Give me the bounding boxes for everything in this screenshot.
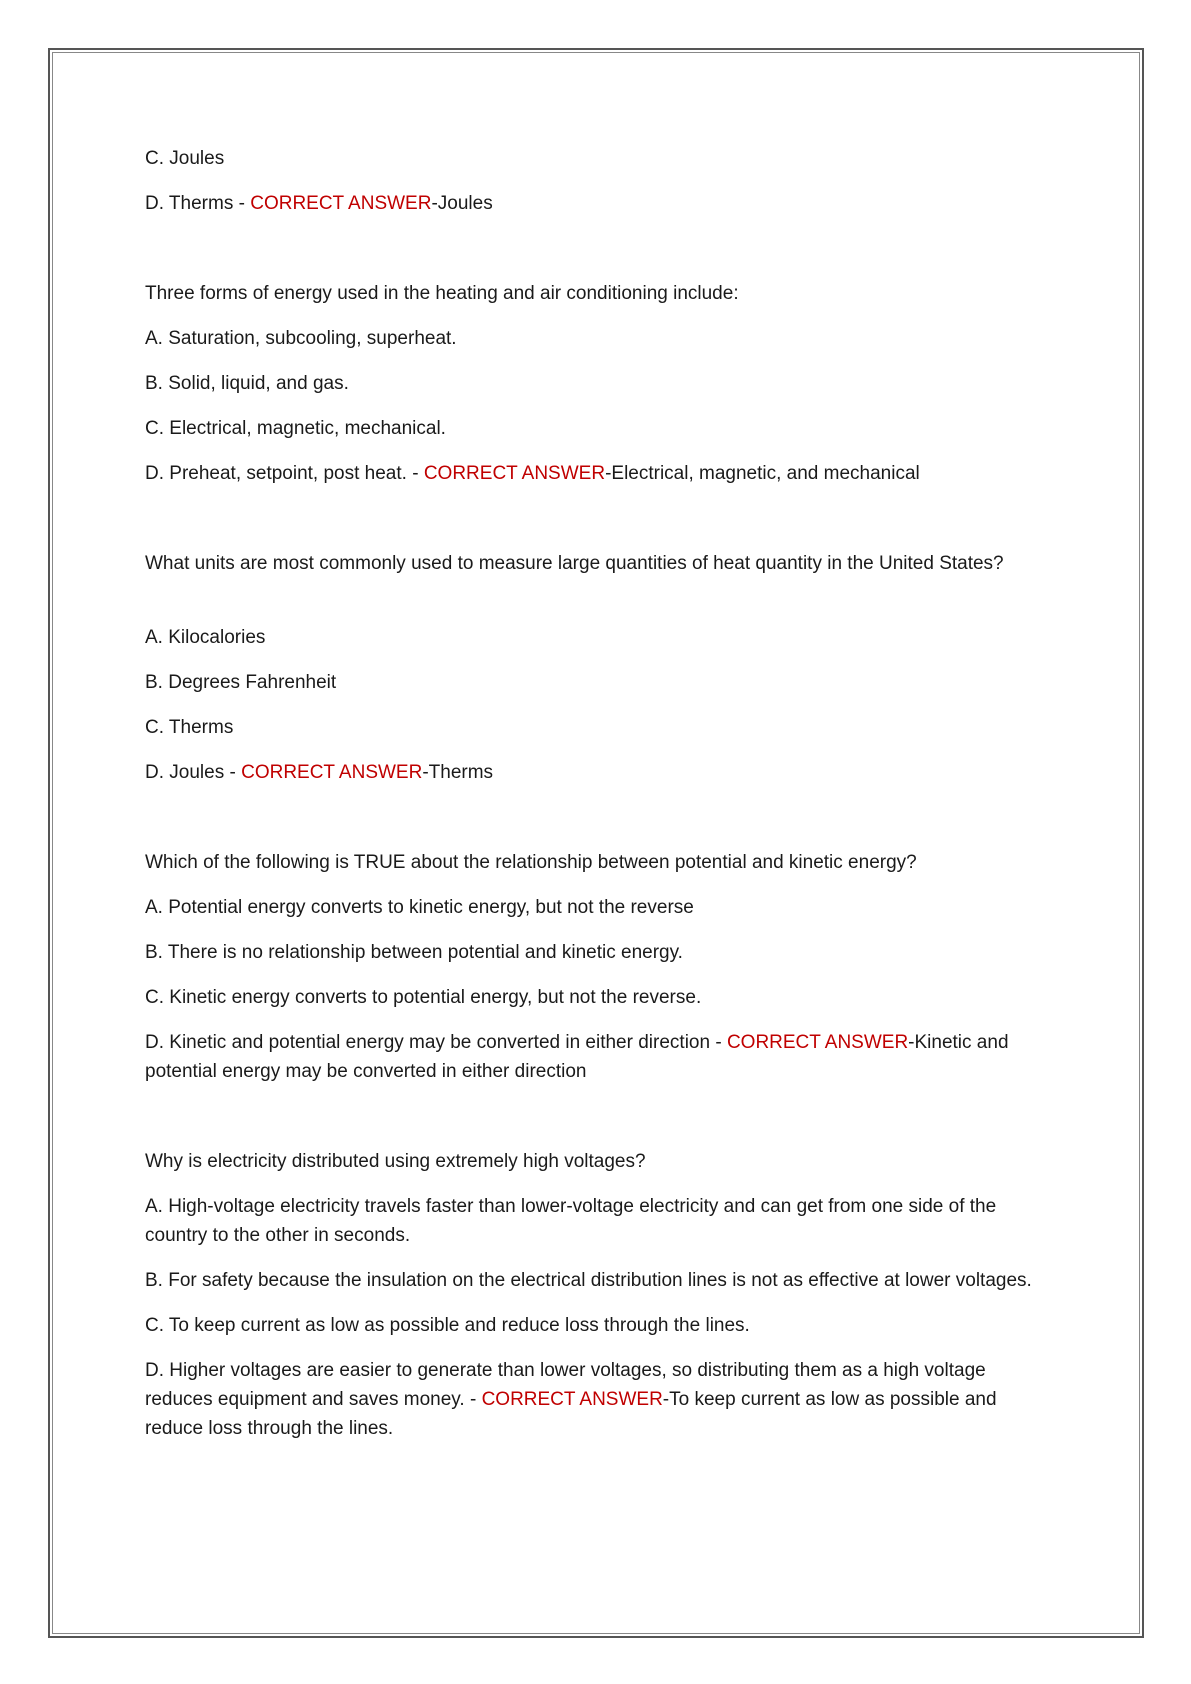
question-text: What units are most commonly used to measure large quantities of heat quantity in the United States? bbox=[145, 553, 1004, 574]
spacer bbox=[145, 803, 1055, 832]
option-b: B. There is no relationship between potential and kinetic energy. bbox=[145, 942, 683, 963]
correct-answer-text: -Therms bbox=[422, 762, 494, 783]
document-content bbox=[145, 144, 1055, 1459]
option-d bbox=[145, 459, 1055, 488]
spacer bbox=[145, 578, 1055, 607]
question-text: Three forms of energy used in the heating and air conditioning include: bbox=[145, 283, 739, 304]
correct-answer-label: CORRECT ANSWER bbox=[241, 762, 423, 783]
correct-answer-text: -Electrical, magnetic, and mechanical bbox=[605, 463, 920, 484]
spacer bbox=[145, 234, 1055, 263]
spacer bbox=[145, 504, 1055, 533]
correct-answer-label: CORRECT ANSWER bbox=[726, 1032, 909, 1053]
option-a: A. High-voltage electricity travels faster than lower-voltage electricity and can get from one side of the country to the other in seconds. bbox=[145, 1196, 997, 1246]
correct-answer-label: CORRECT ANSWER bbox=[423, 463, 606, 484]
option-d-text: D. Higher voltages are easier to generate than lower voltages, so distributing them as a high voltage reduces equipment and saves money. - bbox=[145, 1360, 986, 1410]
option-d bbox=[145, 189, 1055, 218]
spacer bbox=[145, 1102, 1055, 1131]
question-text: Which of the following is TRUE about the relationship between potential and kinetic energy? bbox=[145, 852, 917, 873]
option-d bbox=[145, 1356, 1055, 1443]
option-c: C. Electrical, magnetic, mechanical. bbox=[145, 418, 446, 439]
correct-answer-label: CORRECT ANSWER bbox=[250, 193, 432, 214]
option-d-text: D. Preheat, setpoint, post heat. - bbox=[145, 463, 424, 484]
option-b: B. For safety because the insulation on the electrical distribution lines is not as effective at lower voltages. bbox=[145, 1270, 1032, 1291]
option-c: C. To keep current as low as possible and reduce loss through the lines. bbox=[145, 1315, 750, 1336]
option-b: B. Degrees Fahrenheit bbox=[145, 672, 337, 693]
correct-answer-text: -Kinetic and potential energy may be converted in either direction bbox=[145, 1032, 1009, 1082]
option-d-text: D. Joules - bbox=[145, 762, 242, 783]
option-c: C. Joules bbox=[145, 148, 225, 169]
correct-answer-label: CORRECT ANSWER bbox=[481, 1389, 663, 1410]
option-b: B. Solid, liquid, and gas. bbox=[145, 373, 349, 394]
option-d bbox=[145, 758, 1055, 787]
option-a: A. Potential energy converts to kinetic energy, but not the reverse bbox=[145, 897, 694, 918]
option-a: A. Kilocalories bbox=[145, 627, 266, 648]
option-d-text: D. Kinetic and potential energy may be converted in either direction - bbox=[145, 1032, 727, 1053]
correct-answer-text: -Joules bbox=[431, 193, 493, 214]
option-d-text: D. Therms - bbox=[145, 193, 251, 214]
option-c: C. Kinetic energy converts to potential energy, but not the reverse. bbox=[145, 987, 702, 1008]
option-c: C. Therms bbox=[145, 717, 234, 738]
question-text: Why is electricity distributed using extremely high voltages? bbox=[145, 1151, 646, 1172]
correct-answer-text: -To keep current as low as possible and reduce loss through the lines. bbox=[145, 1389, 997, 1439]
option-d bbox=[145, 1028, 1055, 1086]
option-a: A. Saturation, subcooling, superheat. bbox=[145, 328, 457, 349]
